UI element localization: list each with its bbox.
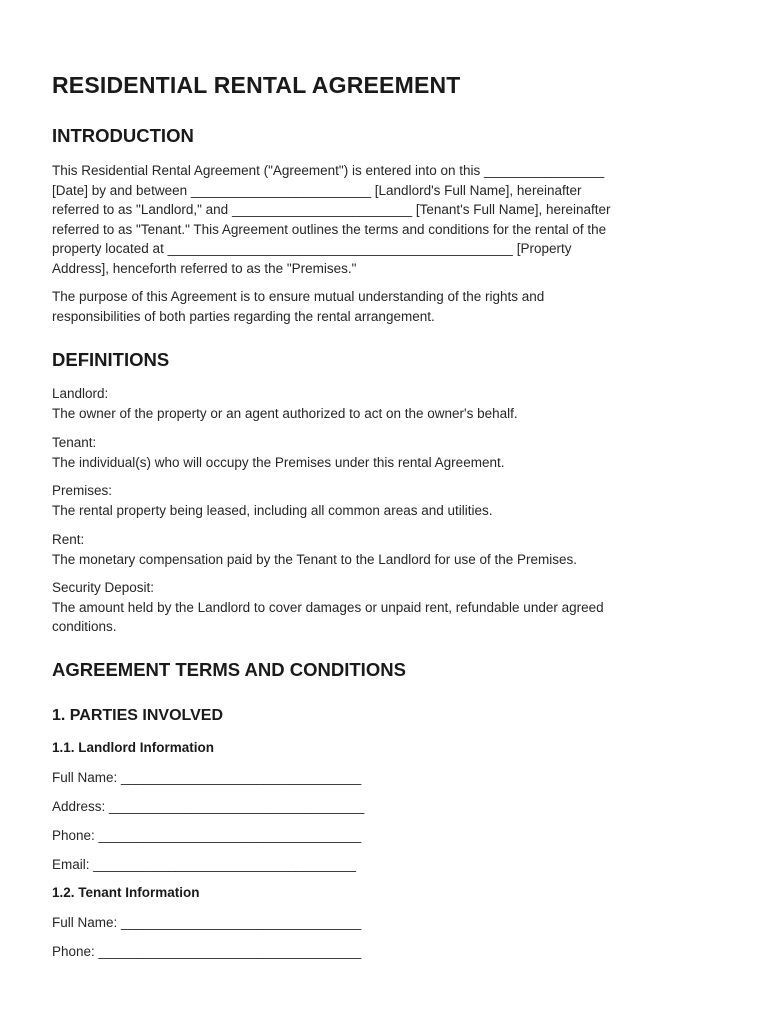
introduction-line: This Residential Rental Agreement ("Agreement") is entered into on this ________________: [52, 163, 605, 178]
definition-security-deposit: [52, 578, 712, 637]
definition-rent: [52, 530, 712, 569]
definition-premises: [52, 481, 712, 520]
terms-heading: AGREEMENT TERMS AND CONDITIONS: [52, 659, 406, 680]
landlord-email-field: Email: ___________________________________: [52, 857, 357, 872]
landlord-phone-field: Phone: ___________________________________: [52, 828, 362, 843]
definition-term: Security Deposit:: [52, 580, 155, 595]
purpose-line: responsibilities of both parties regarding the rental arrangement.: [52, 308, 435, 324]
introduction-line: referred to as "Tenant." This Agreement outlines the terms and conditions for the rental of the: [52, 221, 607, 237]
introduction-heading: INTRODUCTION: [52, 125, 194, 146]
introduction-line: referred to as "Landlord," and ________________________ [Tenant's Full Name], hereinafter: [52, 202, 611, 218]
definition-text: The monetary compensation paid by the Tenant to the Landlord for use of the Premises.: [52, 551, 578, 567]
document-title: RESIDENTIAL RENTAL AGREEMENT: [52, 72, 461, 98]
purpose-line: The purpose of this Agreement is to ensure mutual understanding of the rights and: [52, 289, 545, 304]
parties-involved-heading: 1. PARTIES INVOLVED: [52, 707, 223, 724]
tenant-full-name-field: Full Name: ________________________________: [52, 915, 362, 930]
landlord-address-field: Address: __________________________________: [52, 799, 365, 814]
introduction-line: property located at ______________________________________________ [Property: [52, 241, 572, 257]
definition-term: Landlord:: [52, 386, 109, 401]
definition-text: The amount held by the Landlord to cover damages or unpaid rent, refundable under agreed: [52, 599, 604, 615]
definition-term: Tenant:: [52, 435, 97, 450]
definition-term: Rent:: [52, 532, 85, 547]
definition-text: The owner of the property or an agent authorized to act on the owner's behalf.: [52, 405, 518, 421]
definitions-heading: DEFINITIONS: [52, 349, 170, 370]
definition-text: The rental property being leased, including all common areas and utilities.: [52, 502, 493, 518]
tenant-information-heading: 1.2. Tenant Information: [52, 885, 200, 900]
definition-text: conditions.: [52, 619, 117, 635]
introduction-line: Address], henceforth referred to as the "Premises.": [52, 260, 357, 276]
landlord-full-name-field: Full Name: ________________________________: [52, 770, 362, 785]
tenant-phone-field: Phone: ___________________________________: [52, 944, 362, 959]
landlord-information-heading: 1.1. Landlord Information: [52, 740, 215, 755]
definition-landlord: [52, 384, 712, 423]
definition-term: Premises:: [52, 483, 113, 498]
introduction-paragraph: [52, 161, 712, 279]
purpose-paragraph: [52, 287, 712, 326]
definition-tenant: [52, 433, 712, 472]
introduction-line: [Date] by and between ________________________ [Landlord's Full Name], hereinafter: [52, 182, 582, 198]
definition-text: The individual(s) who will occupy the Premises under this rental Agreement.: [52, 454, 505, 470]
